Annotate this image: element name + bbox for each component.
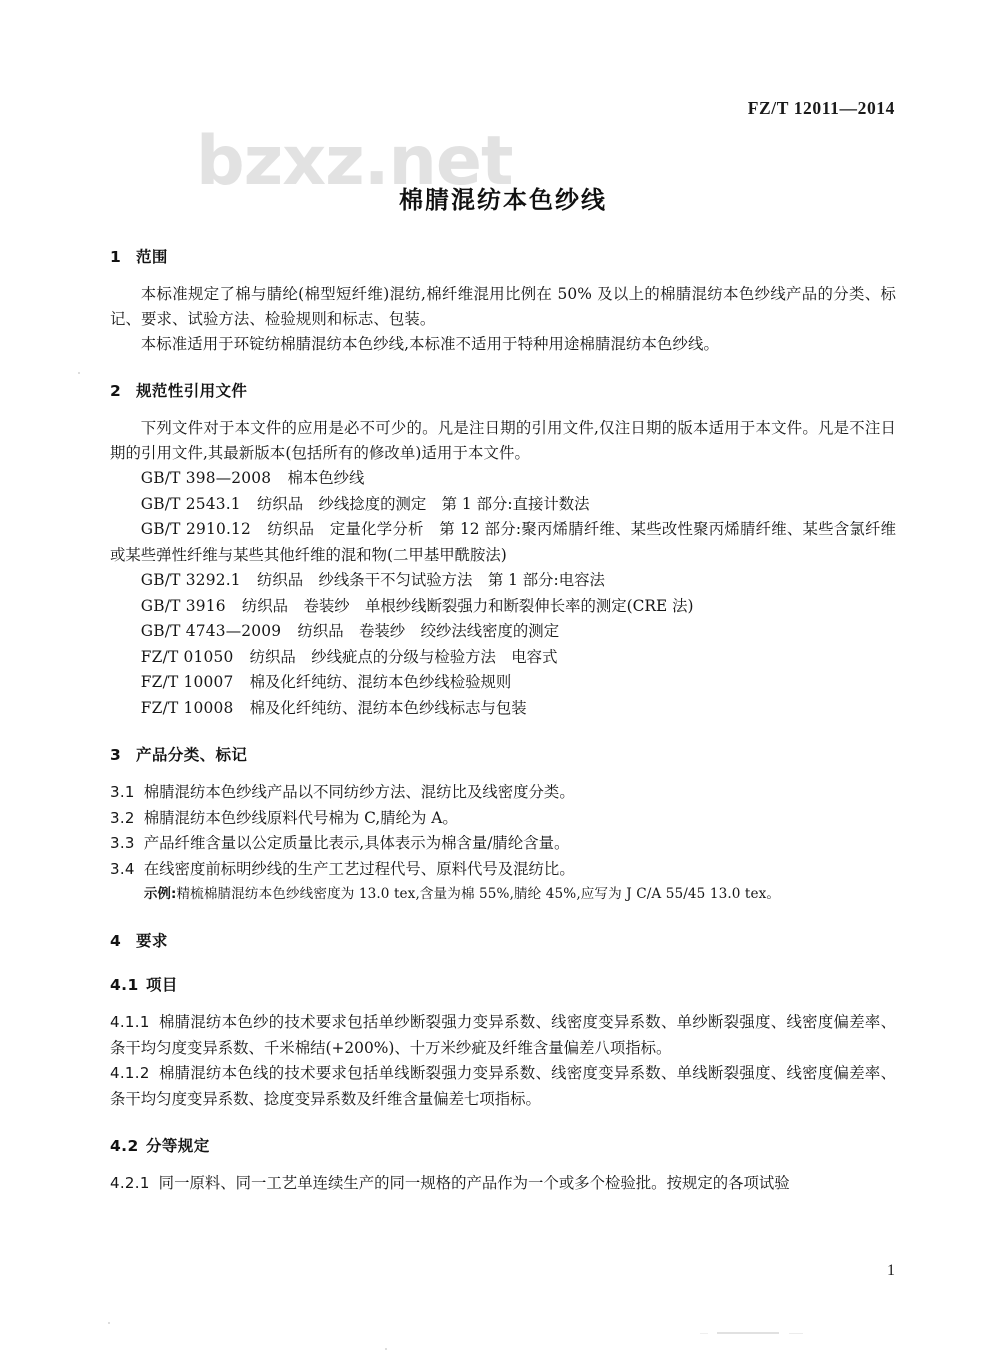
clause-number: 3.4 — [110, 859, 135, 878]
clause-text: 棉腈混纺本色纱的技术要求包括单纱断裂强力变异系数、线密度变异系数、单纱断裂强度、线密度偏差率、条干均匀度变异系数、千米棉结(+200%)、十万米纱疵及纤维含量偏差八项指标。 — [110, 1013, 896, 1057]
reference-title: 纺织品 纱线条干不匀试验方法 第 1 部分:电容法 — [256, 571, 605, 589]
clause-number: 4.1.1 — [110, 1013, 150, 1031]
normative-reference-list — [110, 466, 896, 721]
scan-artifact — [700, 1333, 708, 1334]
clause-number: 4.1.2 — [110, 1064, 150, 1082]
list-item — [110, 517, 896, 568]
page-title: 棉腈混纺本色纱线 — [399, 186, 607, 214]
section-title-4: 要求 — [136, 932, 168, 950]
section-number-2: 2 — [110, 382, 122, 400]
clause-text: 在线密度前标明纱线的生产工艺过程代号、原料代号及混纺比。 — [143, 859, 575, 878]
example-line — [110, 882, 896, 907]
clause-3-4 — [110, 857, 896, 883]
section-1-paragraph-2: 本标准适用于环锭纺棉腈混纺本色纱线,本标准不适用于特种用途棉腈混纺本色纱线。 — [140, 335, 719, 353]
standard-code: FZ/T 12011—2014 — [747, 98, 895, 118]
running-header — [110, 98, 895, 122]
section-number-4-2: 4.2 — [110, 1137, 139, 1155]
list-item — [110, 696, 896, 722]
list-item — [110, 670, 896, 696]
section-number-4-1: 4.1 — [110, 976, 139, 994]
reference-title: 棉本色纱线 — [287, 469, 365, 487]
clause-text: 产品纤维含量以公定质量比表示,具体表示为棉含量/腈纶含量。 — [143, 834, 570, 852]
reference-code: GB/T 4743—2009 — [140, 622, 282, 640]
reference-code: FZ/T 10008 — [140, 698, 234, 717]
clause-number: 3.1 — [110, 783, 135, 801]
reference-title: 纺织品 卷装纱 绞纱法线密度的测定 — [297, 622, 560, 640]
clause-text: 同一原料、同一工艺单连续生产的同一规格的产品作为一个或多个检验批。按规定的各项试验 — [158, 1174, 790, 1192]
reference-title: 纺织品 定量化学分析 第 12 部分:聚丙烯腈纤维、某些改性聚丙烯腈纤维、某些含氯纤维或某些弹性纤维与某些其他纤维的混和物(二甲基甲酰胺法) — [110, 520, 896, 564]
clause-3-3 — [110, 831, 896, 857]
section-number-3: 3 — [110, 746, 122, 764]
clause-number: 3.3 — [110, 834, 135, 852]
list-item — [110, 619, 896, 645]
clause-3-2 — [110, 806, 896, 832]
section-heading-2 — [110, 379, 896, 401]
section-title-3: 产品分类、标记 — [136, 746, 248, 764]
reference-title: 纺织品 纱线捻度的测定 第 1 部分:直接计数法 — [256, 494, 590, 513]
clause-text: 棉腈混纺本色线的技术要求包括单线断裂强力变异系数、线密度变异系数、单线断裂强度、线密度偏差率、条干均匀度变异系数、捻度变异系数及纤维含量偏差七项指标。 — [110, 1064, 896, 1108]
page-number: 1 — [887, 1262, 895, 1279]
section-title-1: 范围 — [136, 248, 168, 266]
reference-title: 棉及化纤纯纺、混纺本色纱线标志与包装 — [249, 698, 527, 717]
section-heading-4 — [110, 929, 896, 951]
clause-text: 棉腈混纺本色纱线产品以不同纺纱方法、混纺比及线密度分类。 — [143, 783, 575, 801]
watermark-text: bzxz.net — [196, 122, 513, 201]
scan-artifact — [385, 1348, 387, 1350]
list-item — [110, 568, 896, 594]
reference-code: FZ/T 01050 — [140, 647, 234, 666]
reference-code: GB/T 2543.1 — [140, 494, 241, 513]
scan-artifact — [789, 1333, 803, 1334]
reference-title: 纺织品 纱线疵点的分级与检验方法 电容式 — [249, 647, 558, 666]
reference-title: 纺织品 卷装纱 单根纱线断裂强力和断裂伸长率的测定(CRE 法) — [241, 596, 694, 615]
list-item — [110, 645, 896, 671]
clause-3-1 — [110, 780, 896, 806]
list-item — [110, 492, 896, 518]
reference-code: GB/T 3292.1 — [140, 571, 241, 589]
section-number-1: 1 — [110, 248, 122, 266]
section-1-paragraph-1: 本标准规定了棉与腈纶(棉型短纤维)混纺,棉纤维混用比例在 50% 及以上的棉腈混纺本色纱线产品的分类、标记、要求、试验方法、检验规则和标志、包装。 — [110, 285, 896, 328]
clause-text: 棉腈混纺本色纱线原料代号棉为 C,腈纶为 A。 — [143, 808, 458, 827]
section-title-4-2: 分等规定 — [146, 1137, 210, 1155]
section-title-4-1: 项目 — [146, 976, 178, 994]
scan-artifact — [717, 1332, 779, 1334]
scan-artifact — [108, 1322, 110, 1324]
clause-number: 3.2 — [110, 808, 135, 827]
section-title-2: 规范性引用文件 — [136, 382, 248, 400]
section-heading-3 — [110, 743, 896, 765]
reference-code: GB/T 398—2008 — [140, 469, 272, 487]
clause-4-2-1 — [110, 1171, 896, 1197]
section-heading-4-1 — [110, 973, 896, 995]
document-body — [110, 150, 896, 1197]
example-text: 精梳棉腈混纺本色纱线密度为 13.0 tex,含量为棉 55%,腈纶 45%,应写为 J C/A 55/45 13.0 tex。 — [176, 886, 781, 902]
reference-title: 棉及化纤纯纺、混纺本色纱线检验规则 — [249, 673, 512, 691]
reference-code: GB/T 3916 — [140, 596, 226, 615]
scan-artifact — [78, 372, 80, 374]
reference-code: FZ/T 10007 — [140, 673, 234, 691]
section-number-4: 4 — [110, 932, 122, 950]
list-item — [110, 466, 896, 492]
reference-code: GB/T 2910.12 — [140, 520, 252, 538]
clause-number: 4.2.1 — [110, 1174, 150, 1192]
example-label: 示例: — [144, 887, 177, 902]
section-heading-1 — [110, 245, 896, 267]
clause-4-1-1 — [110, 1010, 896, 1061]
section-2-paragraph-1: 下列文件对于本文件的应用是必不可少的。凡是注日期的引用文件,仅注日期的版本适用于本文件。凡是不注日期的引用文件,其最新版本(包括所有的修改单)适用于本文件。 — [110, 419, 896, 462]
list-item — [110, 594, 896, 620]
section-heading-4-2 — [110, 1134, 896, 1156]
clause-4-1-2 — [110, 1061, 896, 1112]
